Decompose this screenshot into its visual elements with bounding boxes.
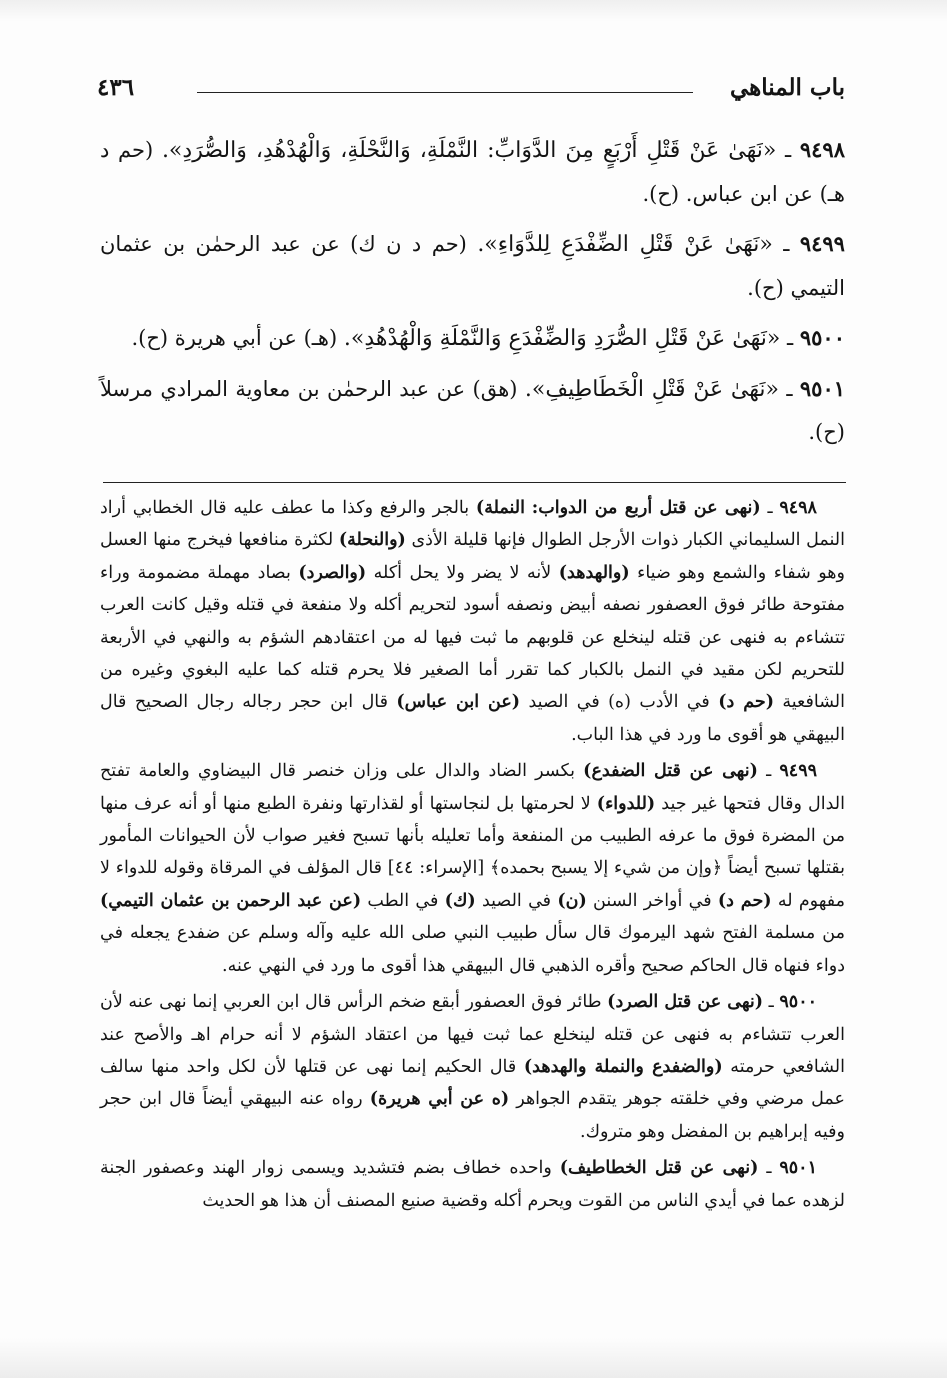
page-number: ٤٣٦ <box>97 74 135 101</box>
footnote-divider <box>103 482 846 483</box>
hadith-entry: ٩٤٩٩ ـ «نَهَىٰ عَنْ قَتْلِ الضِّفْدَعِ لِلدَّوَاءِ». (حم د ن ك) عن عبد الرحمٰن بن عثمان التيمي (ح). <box>100 231 845 300</box>
scan-shadow-bottom <box>0 1338 947 1378</box>
commentary-text: من مسلمة الفتح شهد اليرموك قال سأل طبيب النبي صلى الله عليه وآله وسلم عن ضفدع يجعله في دواء فنهاه قال الحاكم صحيح وأقره الذهبي قال البيهقي هذا أقوى ما ورد في النهي عنه. <box>100 923 845 976</box>
hadith-number: ٩٤٩٩ <box>799 231 845 256</box>
commentary-keyword: (والضفدع والنملة والهدهد) <box>523 1056 723 1077</box>
hadith-text: «نَهَىٰ عَنْ قَتْلِ الْخَطَاطِيفِ». <box>524 376 779 402</box>
commentary-keyword: (عن ابن عباس) <box>396 692 521 713</box>
commentary-number: ٩٤٩٨ <box>779 498 817 518</box>
commentary-text: في الطب <box>361 890 445 911</box>
commentary-text: قال ابن حجر رجاله رجال الصحيح قال البيهقي هو أقوى ما ورد في هذا الباب. <box>100 692 845 745</box>
commentary-keyword: (والهدهد) <box>558 562 630 583</box>
commentary-keyword: (عن عبد الرحمن بن عثمان التيمي) <box>100 890 362 911</box>
commentary-keyword: (حم د) <box>717 890 772 911</box>
hadith-number: ٩٥٠١ <box>799 375 846 401</box>
commentary-text: بكسر الضاد والدال على وزان خنصر قال البيضاوي والعامة تفتح الدال وقال فتحها غير جيد <box>100 761 845 814</box>
commentary-text: قال الحكيم إنما نهى عن قتلها لأن لكل واحد منها سالف عمل مرضي وفي خلقته جوهر يتقدم الجواهر <box>100 1056 845 1110</box>
commentary-keyword: (ك) <box>444 890 476 911</box>
commentary-lead: (نهى عن قتل الضفدع) <box>583 761 758 782</box>
commentary-lead: (نهى عن قتل الخطاطيف) <box>559 1158 759 1179</box>
commentary-keyword: (ن) <box>557 890 587 911</box>
commentary-number: ٩٥٠٠ <box>779 992 817 1013</box>
commentary-text: في الأدب (ه) في الصيد <box>520 692 719 713</box>
commentary-keyword: (حم د) <box>718 692 774 713</box>
commentary-entry: ٩٥٠١ ـ (نهى عن قتل الخطاطيف) واحده خطاف بضم فتشديد ويسمى زوار الهند وعصفور الجنة لزهده عما في أيدي الناس من القوت ويحرم أكله وقضية صنيع المصنف أن هذا هو الحديث <box>100 1158 845 1211</box>
hadith-text: «نَهَىٰ عَنْ قَتْلِ الصُّرَدِ وَالضِّفْدَعِ وَالنَّمْلَةِ وَالْهُدْهُدِ». <box>343 326 781 351</box>
commentary-number: ٩٥٠١ <box>779 1158 817 1179</box>
hadith-text: «نَهَىٰ عَنْ قَتْلِ الضِّفْدَعِ لِلدَّوَاءِ». <box>477 232 773 257</box>
commentary-text: لا لحرمتها بل لنجاستها أو لقذارتها ونفرة الطبع منها أو أنه عرف منها من المضرة فوق ما عرفه الطبيب من المنفعة وأما تعليله بأنها تسبح فغير صواب لأن الحيوانات المأمور بقتلها تسبح أيضاً ﴿وإن من شيء إلا يسبح بحمده﴾ [الإسراء: ٤٤] قال المؤلف في المرقاة وقوله للدواء لا مفهوم له <box>100 793 846 911</box>
commentary-keyword: (للدواء) <box>596 793 656 814</box>
scan-shadow-top <box>0 0 947 22</box>
commentary-text: في الصيد <box>475 890 558 911</box>
commentary-text: لأنه لا يضر ولا يحل أكله <box>366 562 559 583</box>
commentary-number: ٩٤٩٩ <box>779 761 818 782</box>
hadith-entry: ٩٥٠٠ ـ «نَهَىٰ عَنْ قَتْلِ الصُّرَدِ وَالضِّفْدَعِ وَالنَّمْلَةِ وَالْهُدْهُدِ». (هـ) عن أبي هريرة (ح). <box>131 325 845 351</box>
commentary-entry: ٩٥٠٠ ـ (نهى عن قتل الصرد) طائر فوق العصفور أبقع ضخم الرأس قال ابن العربي إنما نهى عنه لأن العرب تتشاءم به فنهى عن قتله لينخلع عما ثبت فيها من اعتقاد الشؤم لا أنه حرام اهـ والأصح عند الشافعي حرمته (والضفدع والنملة والهدهد) قال الحكيم إنما نهى عن قتلها لأن لكل واحد منها سالف عمل مرضي وفي خلقته جوهر يتقدم الجواهر (ه عن أبي هريرة) رواه عنه البيهقي أيضاً قال ابن حجر وفيه إبراهيم بن المفضل وهو متروك. <box>100 992 846 1142</box>
commentary-keyword: (والصرد) <box>298 562 367 583</box>
commentary-text: طائر فوق العصفور أبقع ضخم الرأس قال ابن العربي إنما نهى عنه لأن العرب تتشاءم به فنهى عن قتله لينخلع عما ثبت فيها من اعتقاد الشؤم لا أنه حرام اهـ والأصح عند الشافعي حرمته <box>100 992 846 1077</box>
header-rule <box>197 92 693 93</box>
hadith-source: (هـ) عن أبي هريرة (ح). <box>131 326 338 350</box>
commentary-keyword: (والنحلة) <box>338 530 406 551</box>
running-header <box>97 70 845 110</box>
commentary-keyword: النملة) <box>475 498 525 518</box>
commentary-text: واحده خطاف بضم فتشديد ويسمى زوار الهند وعصفور الجنة لزهده عما في أيدي الناس من القوت ويحرم أكله وقضية صنيع المصنف أن هذا هو الحديث <box>100 1158 845 1211</box>
commentary-entry: ٩٤٩٨ ـ (نهى عن قتل أربع من الدواب: النملة) بالجر والرفع وكذا ما عطف عليه قال الخطابي أراد النمل السليماني الكبار ذوات الأرجل الطوال فإنها قليلة الأذى (والنحلة) لكثرة منافعها فيخرج منها العسل وهو شفاء والشمع وهو ضياء (والهدهد) لأنه لا يضر ولا يحل أكله (والصرد) بصاد مهملة مضمومة وراء مفتوحة طائر فوق العصفور نصفه أبيض ونصفه أسود لتحريم أكله ولا منفعة في قتله وقيل كانت العرب تتشاءم به فنهى عن قتله لينخلع عن قلوبهم ما ثبت فيها له من اعتقادهم الشؤم به والنهي في الأربعة للتحريم لكن مقيد في النمل بالكبار كما تقرر أما الصغير فلا يحرم قتله كما عليه البغوي وغيره من الشافعية (حم د) في الأدب (ه) في الصيد (عن ابن عباس) قال ابن حجر رجاله رجال الصحيح قال البيهقي هو أقوى ما ورد في هذا الباب. <box>100 498 846 745</box>
hadith-number: ٩٥٠٠ <box>799 325 845 350</box>
commentary-lead: (نهى عن قتل أربع من الدواب: <box>531 498 761 518</box>
commentary-text: بالجر والرفع وكذا ما عطف عليه قال الخطابي أراد النمل السليماني الكبار ذوات الأرجل الطوال فإنها قليلة الأذى <box>100 498 845 551</box>
hadith-entry: ٩٥٠١ ـ «نَهَىٰ عَنْ قَتْلِ الْخَطَاطِيفِ». (هق) عن عبد الرحمٰن بن معاوية المرادي مرسلاً (ح). <box>100 375 846 444</box>
chapter-title: باب المناهي <box>729 74 845 101</box>
hadith-number: ٩٤٩٨ <box>799 137 845 162</box>
hadith-entry: ٩٤٩٨ ـ «نَهَىٰ عَنْ قَتْلِ أَرْبَعٍ مِنَ الدَّوَابِّ: النَّمْلَةِ، وَالنَّحْلَةِ، وَالْهُدْهُدِ، وَالصُّرَدِ». (حم د هـ) عن ابن عباس. (ح). <box>100 137 845 206</box>
commentary-entry: ٩٤٩٩ ـ (نهى عن قتل الضفدع) بكسر الضاد والدال على وزان خنصر قال البيضاوي والعامة تفتح الدال وقال فتحها غير جيد (للدواء) لا لحرمتها بل لنجاستها أو لقذارتها ونفرة الطبع منها أو أنه عرف منها من المضرة فوق ما عرفه الطبيب من المنفعة وأما تعليله بأنها تسبح فغير صواب لأن الحيوانات المأمور بقتلها تسبح أيضاً ﴿وإن من شيء إلا يسبح بحمده﴾ [الإسراء: ٤٤] قال المؤلف في المرقاة وقوله للدواء لا مفهوم له (حم د) في أواخر السنن (ن) في الصيد (ك) في الطب (عن عبد الرحمن بن عثمان التيمي) من مسلمة الفتح شهد اليرموك قال سأل طبيب النبي صلى الله عليه وآله وسلم عن ضفدع يجعله في دواء فنهاه قال الحاكم صحيح وأقره الذهبي قال البيهقي هذا أقوى ما ورد في النهي عنه. <box>100 761 846 976</box>
hadith-source: (حم د ن ك) عن عبد الرحمٰن بن عثمان التيمي (ح). <box>100 232 845 300</box>
commentary-text: لكثرة منافعها فيخرج منها العسل وهو شفاء والشمع وهو ضياء <box>100 530 845 583</box>
hadith-source: (هق) عن عبد الرحمٰن بن معاوية المرادي مرسلاً (ح). <box>100 376 845 444</box>
hadith-source: (حم د هـ) عن ابن عباس. (ح). <box>100 138 845 206</box>
commentary-text: بصاد مهملة مضمومة وراء مفتوحة طائر فوق العصفور نصفه أبيض ونصفه أسود لتحريم أكله ولا منفعة في قتله وقيل كانت العرب تتشاءم به فنهى عن قتله لينخلع عن قلوبهم ما ثبت فيها له من اعتقادهم الشؤم به والنهي في الأربعة للتحريم لكن مقيد في النمل بالكبار كما تقرر أما الصغير فلا يحرم قتله كما عليه البغوي وغيره من الشافعية <box>100 562 846 713</box>
hadith-text: «نَهَىٰ عَنْ قَتْلِ أَرْبَعٍ مِنَ الدَّوَابِّ: النَّمْلَةِ، وَالنَّحْلَةِ، وَالْهُدْهُدِ، وَالصُّرَدِ». <box>161 138 777 163</box>
commentary-lead: (نهى عن قتل الصرد) <box>607 992 764 1013</box>
commentary-keyword: (ه عن أبي هريرة) <box>369 1089 510 1110</box>
commentary-block <box>100 492 845 1221</box>
commentary-text: رواه عنه البيهقي أيضاً قال ابن حجر وفيه إبراهيم بن المفضل وهو متروك. <box>100 1089 845 1142</box>
commentary-text: في أواخر السنن <box>586 890 718 911</box>
hadith-text-block <box>100 128 845 461</box>
